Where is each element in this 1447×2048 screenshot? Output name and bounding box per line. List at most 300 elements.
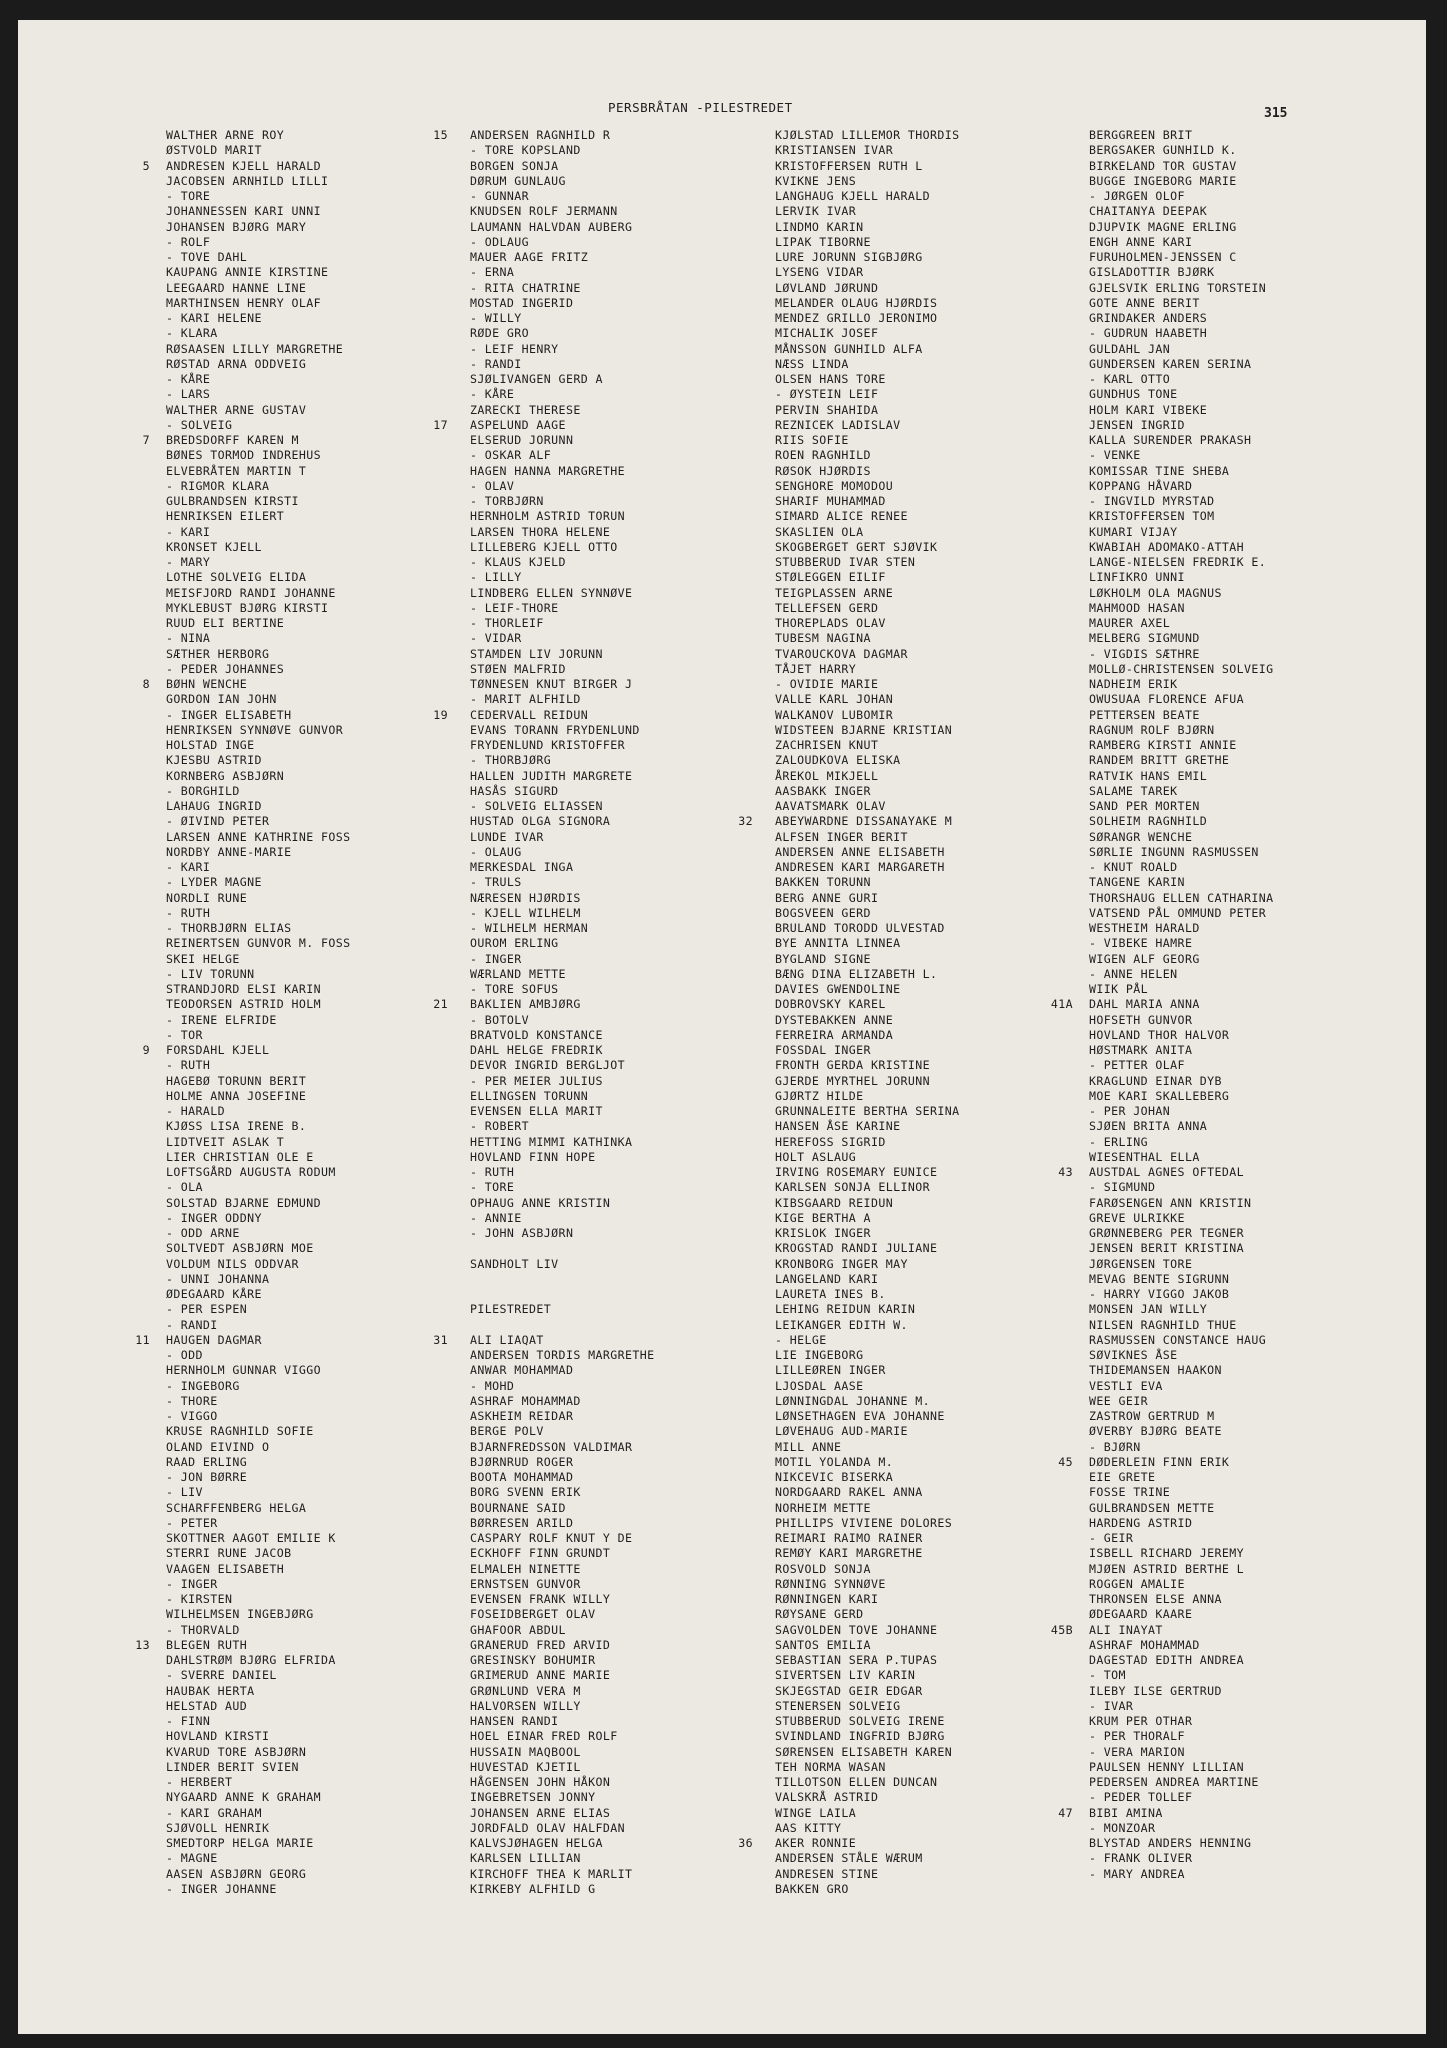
directory-entry (775, 906, 960, 921)
directory-entry (166, 1028, 351, 1043)
resident-name: TEIGPLASSEN ARNE (775, 585, 894, 600)
directory-entry (470, 1821, 655, 1836)
resident-name: ANWAR MOHAMMAD (470, 1363, 574, 1378)
directory-entry (166, 1501, 351, 1516)
resident-name: - INGVILD MYRSTAD (1089, 494, 1215, 508)
resident-name: KRUM PER OTHAR (1089, 1714, 1193, 1728)
resident-name: JOHANNESSEN KARI UNNI (166, 204, 321, 219)
resident-name: VOLDUM NILS ODDVAR (166, 1256, 299, 1271)
directory-entry (470, 860, 655, 875)
resident-name: JACOBSEN ARNHILD LILLI (166, 173, 329, 188)
resident-name: JORDFALD OLAV HALFDAN (470, 1820, 625, 1835)
directory-entry (142, 677, 351, 692)
resident-name: CASPARY ROLF KNUT Y DE (470, 1531, 633, 1545)
directory-entry (166, 570, 351, 585)
directory-entry (775, 1501, 960, 1516)
house-number: 41A (1050, 997, 1073, 1012)
resident-name: SØVIKNES ÅSE (1089, 1348, 1178, 1362)
resident-name: REMØY KARI MARGRETHE (775, 1546, 923, 1561)
resident-name: - JØRGEN OLOF (1089, 189, 1185, 203)
resident-name: HÅGENSEN JOHN HÅKON (470, 1775, 611, 1789)
directory-entry (1089, 1501, 1274, 1516)
resident-name: HOLSTAD INGE (166, 738, 255, 752)
resident-name: HALLEN JUDITH MARGRETE (470, 768, 633, 783)
resident-name: ASHRAF MOHAMMAD (470, 1393, 581, 1408)
directory-entry (470, 1196, 655, 1211)
resident-name: PAULSEN HENNY LILLIAN (1089, 1759, 1244, 1774)
directory-entry (166, 311, 351, 326)
directory-entry (1089, 128, 1274, 143)
resident-name: - PEDER JOHANNES (166, 661, 285, 676)
resident-name: - OSKAR ALF (470, 448, 552, 463)
directory-entry (775, 586, 960, 601)
directory-entry (166, 799, 351, 814)
resident-name: WALTHER ARNE ROY (166, 128, 285, 142)
resident-name: FOSEIDBERGET OLAV (470, 1607, 596, 1622)
directory-entry (1089, 1318, 1274, 1333)
resident-name: - ROBERT (470, 1119, 530, 1134)
directory-entry (1050, 1622, 1274, 1638)
directory-entry (470, 1379, 655, 1394)
directory-entry (470, 174, 655, 189)
resident-name: RØSOK HJØRDIS (775, 463, 871, 478)
directory-entry (775, 1043, 960, 1058)
house-number: 8 (142, 677, 150, 691)
directory-entry (470, 311, 655, 326)
resident-name: - THORBJØRG (470, 753, 552, 768)
resident-name: - KÅRE (166, 372, 211, 386)
directory-entry (470, 1485, 655, 1500)
resident-name: - MOHD (470, 1378, 515, 1393)
directory-entry (470, 1714, 655, 1729)
directory-entry (470, 1836, 655, 1851)
house-number: 31 (433, 1332, 448, 1347)
resident-name: RØYSANE GERD (775, 1607, 864, 1622)
resident-name: - PETTER OLAF (1089, 1058, 1185, 1073)
resident-name: TELLEFSEN GERD (775, 600, 879, 615)
directory-entry (470, 1607, 655, 1622)
resident-name: JOHANSEN BJØRG MARY (166, 219, 307, 234)
directory-entry (166, 1760, 351, 1775)
directory-entry (470, 1150, 655, 1165)
directory-entry (1089, 1287, 1274, 1302)
directory-entry (1089, 1775, 1274, 1790)
directory-entry (1089, 479, 1274, 494)
resident-name: SALAME TAREK (1089, 783, 1178, 798)
resident-name: - HERBERT (166, 1775, 233, 1789)
resident-name: - PER JOHAN (1089, 1104, 1171, 1118)
directory-entry (470, 1394, 655, 1409)
directory-entry (470, 1668, 655, 1683)
directory-entry (1089, 784, 1274, 799)
resident-name: - TORE (470, 1180, 515, 1195)
resident-name: GJØRTZ HILDE (775, 1088, 864, 1103)
resident-name: LYSENG VIDAR (775, 265, 864, 280)
directory-entry (1089, 326, 1274, 341)
directory-entry (166, 1409, 351, 1424)
resident-name: KJESBU ASTRID (166, 753, 262, 768)
directory-entry (1089, 1638, 1274, 1653)
resident-name: LANGHAUG KJELL HARALD (775, 189, 930, 203)
resident-name: SEBASTIAN SERA P.TUPAS (775, 1653, 938, 1667)
resident-name: KJØLSTAD LILLEMOR THORDIS (775, 128, 960, 142)
resident-name: LIER CHRISTIAN OLE E (166, 1149, 314, 1164)
resident-name: TEODORSEN ASTRID HOLM (166, 997, 321, 1012)
directory-entry (775, 1318, 960, 1333)
resident-name: - BOTOLV (470, 1012, 530, 1027)
directory-entry (166, 1790, 351, 1805)
resident-name: GOTE ANNE BERIT (1089, 295, 1200, 310)
resident-name: DOBROVSKY KAREL (775, 997, 886, 1012)
resident-name: NILSEN RAGNHILD THUE (1089, 1317, 1237, 1332)
directory-entry (166, 1714, 351, 1729)
resident-name: - UNNI JOHANNA (166, 1271, 270, 1286)
directory-entry (433, 417, 655, 433)
resident-name: EVANS TORANN FRYDENLUND (470, 722, 640, 737)
resident-name: BYE ANNITA LINNEA (775, 936, 901, 951)
directory-entry (470, 1729, 655, 1744)
resident-name: STØLEGGEN EILIF (775, 570, 886, 585)
directory-entry (775, 997, 960, 1012)
resident-name: - OVIDIE MARIE (775, 677, 879, 691)
resident-name: PEDERSEN ANDREA MARTINE (1089, 1775, 1259, 1789)
resident-name: ANDERSEN ANNE ELISABETH (775, 844, 945, 859)
resident-name: ANDERSEN RAGNHILD R (470, 128, 611, 142)
directory-entry (166, 631, 351, 646)
resident-name: WALTHER ARNE GUSTAV (166, 402, 307, 417)
resident-name: HERNHOLM ASTRID TORUN (470, 509, 625, 524)
directory-entry (775, 143, 960, 158)
resident-name: LEEGAARD HANNE LINE (166, 280, 307, 295)
directory-entry (470, 1577, 655, 1592)
resident-name: ASPELUND AAGE (470, 417, 566, 432)
resident-name: WESTHEIM HARALD (1089, 921, 1200, 935)
resident-name: SØRLIE INGUNN RASMUSSEN (1089, 844, 1259, 859)
resident-name: DØDERLEIN FINN ERIK (1089, 1454, 1230, 1469)
resident-name: - ANNE HELEN (1089, 966, 1178, 981)
resident-name: NADHEIM ERIK (1089, 677, 1178, 691)
directory-entry (166, 1699, 351, 1714)
directory-entry (166, 1623, 351, 1638)
directory-entry (470, 1470, 655, 1485)
directory-entry (1089, 1745, 1274, 1760)
resident-name: - ROLF (166, 234, 211, 249)
directory-entry (470, 357, 655, 372)
directory-entry (775, 1257, 960, 1272)
resident-name: KRISLOK INGER (775, 1226, 871, 1240)
directory-entry (775, 1104, 960, 1119)
resident-name: GRIMERUD ANNE MARIE (470, 1668, 611, 1683)
directory-entry (775, 1074, 960, 1089)
resident-name: DØRUM GUNLAUG (470, 173, 566, 188)
directory-entry (166, 1470, 351, 1485)
resident-name: ASHRAF MOHAMMAD (1089, 1637, 1200, 1652)
directory-entry (166, 1013, 351, 1028)
resident-name: DAHL HELGE FREDRIK (470, 1043, 603, 1057)
directory-entry (166, 1745, 351, 1760)
resident-name: WEE GEIR (1089, 1393, 1149, 1408)
directory-entry (166, 1867, 351, 1882)
resident-name: - RITA CHATRINE (470, 280, 581, 295)
directory-entry (470, 982, 655, 997)
resident-name: - ODLAUG (470, 234, 530, 249)
directory-entry (166, 997, 351, 1012)
resident-name: - PEDER TOLLEF (1089, 1790, 1193, 1805)
resident-name: KWABIAH ADOMAKO-ATTAH (1089, 539, 1244, 554)
directory-entry (166, 769, 351, 784)
directory-entry (470, 448, 655, 463)
directory-entry (166, 1440, 351, 1455)
directory-entry (1089, 1043, 1274, 1058)
resident-name: REINERTSEN GUNVOR M. FOSS (166, 936, 351, 951)
directory-entry (775, 1028, 960, 1043)
resident-name: ANDERSEN TORDIS MARGRETHE (470, 1348, 655, 1362)
resident-name: ABEYWARDNE DISSANAYAKE M (775, 814, 953, 829)
resident-name: BOURNANE SAID (470, 1500, 566, 1515)
resident-name: MAUER AAGE FRITZ (470, 250, 589, 264)
resident-name: EVENSEN ELLA MARIT (470, 1104, 603, 1118)
directory-entry (775, 159, 960, 174)
directory-entry (1089, 1272, 1274, 1287)
house-number: 7 (142, 433, 150, 447)
directory-entry (775, 418, 960, 433)
directory-entry (1089, 1592, 1274, 1607)
resident-name: DAHL MARIA ANNA (1089, 997, 1200, 1012)
directory-entry (166, 891, 351, 906)
directory-entry (775, 433, 960, 448)
resident-name: KARLSEN LILLIAN (470, 1851, 581, 1866)
directory-entry (166, 1257, 351, 1272)
directory-entry (470, 1760, 655, 1775)
directory-entry (166, 1562, 351, 1577)
directory-entry (775, 769, 960, 784)
resident-name: - VIGGO (166, 1409, 218, 1423)
directory-entry (775, 311, 960, 326)
resident-name: LINDER BERIT SVIEN (166, 1759, 299, 1774)
directory-entry (166, 875, 351, 890)
resident-name: BERGE POLV (470, 1424, 544, 1439)
directory-entry (166, 1394, 351, 1409)
directory-entry (775, 372, 960, 387)
resident-name: - INGER (470, 951, 522, 966)
resident-name: ANDRESEN KJELL HARALD (166, 158, 321, 173)
directory-entry (470, 1058, 655, 1073)
resident-name: WIDSTEEN BJARNE KRISTIAN (775, 722, 953, 737)
directory-entry (166, 1150, 351, 1165)
resident-name: AAVATSMARK OLAV (775, 799, 886, 813)
column-1 (135, 128, 351, 1897)
directory-entry (470, 1089, 655, 1104)
resident-name: ALI INAYAT (1089, 1622, 1163, 1637)
resident-name: SCHARFFENBERG HELGA (166, 1500, 307, 1515)
directory-entry (1089, 631, 1274, 646)
resident-name: DAGESTAD EDITH ANDREA (1089, 1653, 1244, 1667)
resident-name: ROSVOLD SONJA (775, 1561, 871, 1576)
resident-name: WÆRLAND METTE (470, 966, 566, 981)
directory-entry (470, 1043, 655, 1058)
resident-name: SKOGBERGET GERT SJØVIK (775, 539, 938, 554)
directory-entry (775, 1180, 960, 1195)
resident-name: - MONZOAR (1089, 1820, 1156, 1835)
resident-name: BÆNG DINA ELIZABETH L. (775, 966, 938, 981)
resident-name: LIDTVEIT ASLAK T (166, 1134, 285, 1149)
resident-name: MOE KARI SKALLEBERG (1089, 1088, 1230, 1103)
directory-entry (166, 387, 351, 402)
resident-name: ANDRESEN KARI MARGARETH (775, 860, 945, 874)
directory-entry (166, 1363, 351, 1378)
resident-name: TUBESM NAGINA (775, 631, 871, 646)
directory-entry (775, 891, 960, 906)
directory-entry (470, 1272, 655, 1287)
resident-name: - NINA (166, 631, 211, 646)
resident-name: - PER MEIER JULIUS (470, 1073, 603, 1088)
directory-entry (142, 158, 351, 174)
resident-name: HAUGEN DAGMAR (166, 1332, 262, 1347)
resident-name: VALLE KARL JOHAN (775, 692, 894, 707)
resident-name: ROGGEN AMALIE (1089, 1576, 1185, 1591)
directory-entry (166, 1668, 351, 1683)
directory-entry (1089, 525, 1274, 540)
resident-name: ØDEGAARD KAARE (1089, 1607, 1193, 1622)
directory-entry (775, 509, 960, 524)
directory-entry (775, 265, 960, 280)
directory-entry (470, 631, 655, 646)
directory-entry (470, 1638, 655, 1653)
directory-entry (1089, 647, 1274, 662)
directory-entry (775, 174, 960, 189)
resident-name: - LIV (166, 1485, 203, 1500)
resident-name: RØDE GRO (470, 326, 530, 341)
resident-name: HANSEN RANDI (470, 1714, 559, 1728)
directory-entry (1089, 1684, 1274, 1699)
directory-entry (1089, 296, 1274, 311)
resident-name: KIGE BERTHA A (775, 1210, 871, 1225)
resident-name: LINDMO KARIN (775, 219, 864, 234)
house-number: 17 (433, 417, 448, 432)
directory-entry (470, 433, 655, 448)
directory-entry (470, 1623, 655, 1638)
directory-entry (1089, 1607, 1274, 1622)
directory-entry (166, 1058, 351, 1073)
resident-name: BUGGE INGEBORG MARIE (1089, 173, 1237, 188)
directory-entry (470, 921, 655, 936)
directory-entry (166, 1180, 351, 1195)
directory-entry (1089, 1562, 1274, 1577)
directory-entry (775, 1394, 960, 1409)
resident-name: - ERNA (470, 265, 515, 280)
resident-name: SANTOS EMILIA (775, 1637, 871, 1652)
directory-entry (470, 1211, 655, 1226)
resident-name: THOREPLADS OLAV (775, 616, 886, 630)
directory-entry (470, 936, 655, 951)
directory-entry (1089, 738, 1274, 753)
resident-name: BORG SVENN ERIK (470, 1485, 581, 1500)
resident-name: - WILLY (470, 311, 522, 325)
directory-entry (470, 281, 655, 296)
resident-name: - KLARA (166, 326, 218, 341)
resident-name: NORDLI RUNE (166, 890, 248, 905)
resident-name: ANDERSEN STÅLE WÆRUM (775, 1851, 923, 1866)
resident-name: WINGE LAILA (775, 1805, 857, 1820)
resident-name: TÅJET HARRY (775, 661, 857, 676)
directory-entry (166, 204, 351, 219)
resident-name: BORGEN SONJA (470, 158, 559, 173)
directory-entry (1089, 921, 1274, 936)
resident-name: RAAD ERLING (166, 1454, 248, 1469)
directory-entry (775, 1623, 960, 1638)
directory-entry (1089, 753, 1274, 768)
directory-entry (1089, 1760, 1274, 1775)
directory-entry (775, 677, 960, 692)
directory-entry (1089, 1348, 1274, 1363)
directory-entry (1089, 936, 1274, 951)
directory-entry (775, 342, 960, 357)
directory-entry (1089, 1546, 1274, 1561)
resident-name: - KARI GRAHAM (166, 1805, 262, 1820)
resident-name: NYGAARD ANNE K GRAHAM (166, 1790, 321, 1805)
directory-entry (1089, 433, 1274, 448)
directory-entry (470, 1501, 655, 1516)
directory-entry (1089, 464, 1274, 479)
directory-entry (1089, 1104, 1274, 1119)
resident-name: KVIKNE JENS (775, 173, 857, 188)
resident-name: - TOR (166, 1027, 203, 1042)
directory-entry (470, 1302, 655, 1317)
directory-entry (166, 540, 351, 555)
directory-entry (470, 250, 655, 265)
directory-entry (166, 936, 351, 951)
resident-name: HASÅS SIGURD (470, 783, 559, 798)
directory-entry (470, 830, 655, 845)
resident-name: BERGSAKER GUNHILD K. (1089, 143, 1237, 158)
resident-name: BRATVOLD KONSTANCE (470, 1027, 603, 1042)
resident-name: - KARI (166, 524, 211, 539)
directory-entry (1089, 1790, 1274, 1805)
directory-entry (775, 1577, 960, 1592)
resident-name: KRISTOFFERSEN TOM (1089, 509, 1215, 524)
resident-name: - MARY ANDREA (1089, 1866, 1185, 1881)
resident-name: NORDBY ANNE-MARIE (166, 844, 292, 859)
resident-name: FRYDENLUND KRISTOFFER (470, 738, 625, 752)
resident-name: LERVIK IVAR (775, 204, 857, 219)
resident-name: SKJEGSTAD GEIR EDGAR (775, 1683, 923, 1698)
directory-entry (775, 723, 960, 738)
directory-entry (166, 692, 351, 707)
directory-entry (470, 143, 655, 158)
directory-entry (470, 509, 655, 524)
resident-name: - KARL OTTO (1089, 372, 1171, 386)
directory-entry (470, 875, 655, 890)
directory-entry (470, 1348, 655, 1363)
resident-name: LØKHOLM OLA MAGNUS (1089, 585, 1222, 600)
resident-name: HOVLAND KIRSTI (166, 1729, 270, 1744)
directory-entry (470, 647, 655, 662)
resident-name: PETTERSEN BEATE (1089, 707, 1200, 722)
directory-entry (470, 967, 655, 982)
directory-entry (775, 204, 960, 219)
resident-name: ELLINGSEN TORUNN (470, 1088, 589, 1103)
directory-entry (775, 860, 960, 875)
directory-entry (775, 1790, 960, 1805)
directory-entry (166, 814, 351, 829)
resident-name: - ERLING (1089, 1134, 1149, 1149)
directory-entry (1089, 1668, 1274, 1683)
directory-entry (1089, 1302, 1274, 1317)
resident-name: STERRI RUNE JACOB (166, 1546, 292, 1561)
resident-name: - MAGNE (166, 1851, 218, 1866)
directory-entry (470, 601, 655, 616)
resident-name: - SOLVEIG (166, 417, 233, 432)
